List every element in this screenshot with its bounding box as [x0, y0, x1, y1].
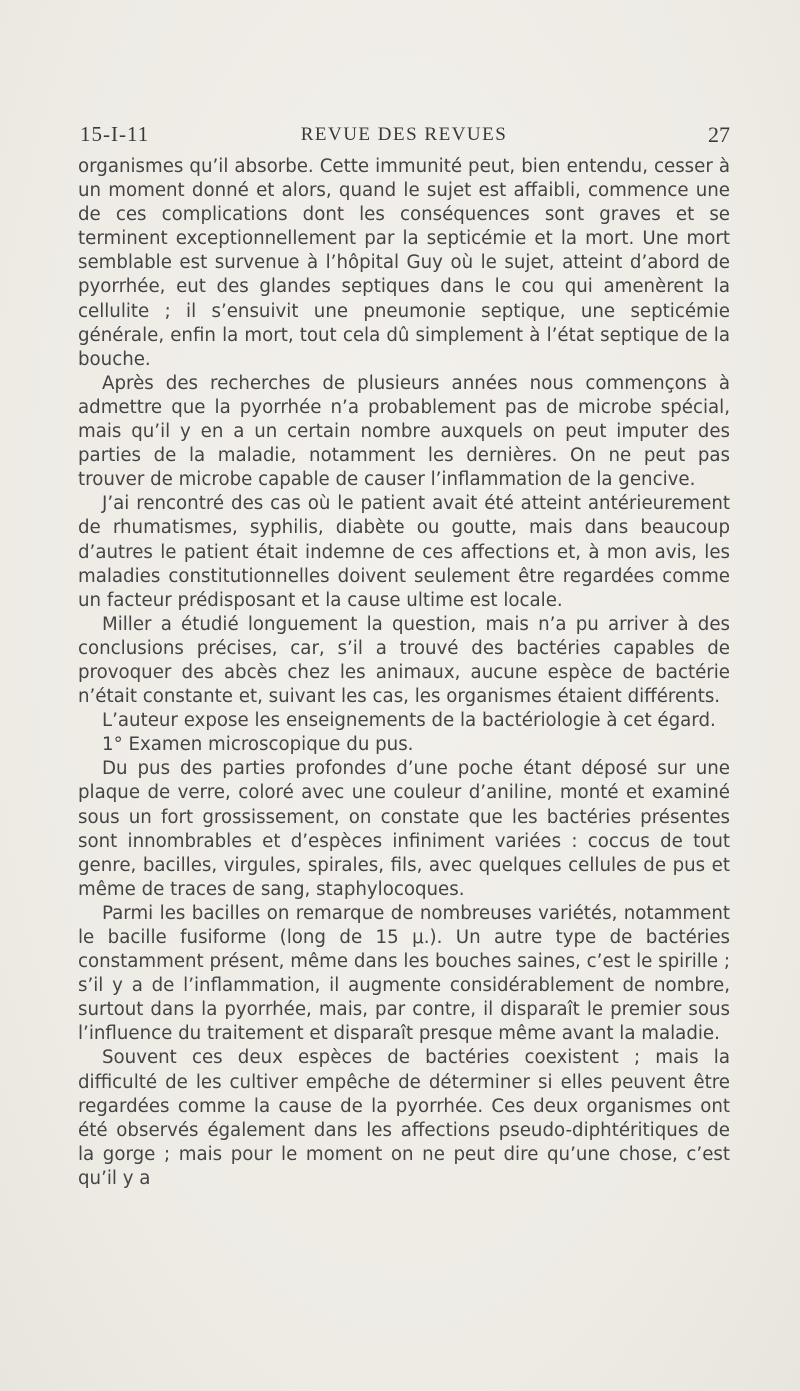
- paragraph: Du pus des parties profondes d’une poche étant déposé sur une plaque de verre, coloré avec une couleur d’aniline, monté et examiné sous un fort grossissement, on constate que les bactéries présentes sont innombrables et d’espèces infiniment variées : coccus de tout genre, bacilles, virgules, spirales, fils, avec quelques cellules de pus et même de traces de sang, staphylocoques.: [78, 758, 730, 900]
- body-text: [78, 155, 730, 1191]
- paragraph: Souvent ces deux espèces de bactéries coexistent ; mais la difficulté de les cultiver empêche de déterminer si elles peuvent être regardées comme la cause de la pyorrhée. Ces deux organismes ont été observés également dans les affections pseudo-diphtéritiques de la gorge ; mais pour le moment on ne peut dire qu’une chose, c’est qu’il y a: [78, 1047, 730, 1189]
- running-header: [78, 120, 730, 150]
- page-number: 27: [708, 122, 730, 147]
- paragraph: J’ai rencontré des cas où le patient avait été atteint antérieurement de rhumatismes, syphilis, diabète ou goutte, mais dans beaucoup d’autres le patient était indemne de ces affections et, à mon avis, les maladies constitutionnelles doivent seulement être regardées comme un facteur prédisposant et la cause ultime est locale.: [78, 493, 730, 611]
- paragraph: Après des recherches de plusieurs années nous commençons à admettre que la pyorrhée n’a probablement pas de microbe spécial, mais qu’il y en a un certain nombre auxquels on peut imputer des parties de la maladie, notamment les dernières. On ne peut pas trouver de microbe capable de causer l’inflammation de la gencive.: [78, 372, 730, 491]
- paragraph: Miller a étudié longuement la question, mais n’a pu arriver à des conclusions précises, car, s’il a trouvé des bactéries capables de provoquer des abcès chez les animaux, aucune espèce de bactérie n’était constante et, suivant les cas, les organismes étaient différents.: [78, 613, 730, 708]
- paragraph: Parmi les bacilles on remarque de nombreuses variétés, notamment le bacille fusiforme (long de 15 μ.). Un autre type de bactéries constamment présent, même dans les bouches saines, c’est le spirille ; s’il y a de l’inflammation, il augmente considérablement de nombre, surtout dans la pyorrhée, mais, par contre, il disparaît le premier sous l’influence du traitement et disparaît presque même avant la maladie.: [78, 902, 730, 1045]
- issue-date: 15-I-11: [80, 122, 150, 146]
- section-heading: 1° Examen microscopique du pus.: [102, 734, 414, 756]
- paragraph: L’auteur expose les enseignements de la bactériologie à cet égard.: [102, 710, 716, 732]
- journal-title: REVUE DES REVUES: [300, 124, 508, 145]
- paragraph-continuation: organismes qu’il absorbe. Cette immunité peut, bien entendu, cesser à un moment donné et alors, quand le sujet est affaibli, commence une de ces complications dont les conséquences sont graves et se terminent exceptionnellement par la septicémie et la mort. Une mort semblable est survenue à l’hôpital Guy où le sujet, atteint d’abord de pyorrhée, eut des glandes septiques dans le cou qui amenèrent la cellulite ; il s’ensuivit une pneumonie septique, une septicémie générale, enfin la mort, tout cela dû simplement à l’état septique de la bouche.: [78, 156, 730, 370]
